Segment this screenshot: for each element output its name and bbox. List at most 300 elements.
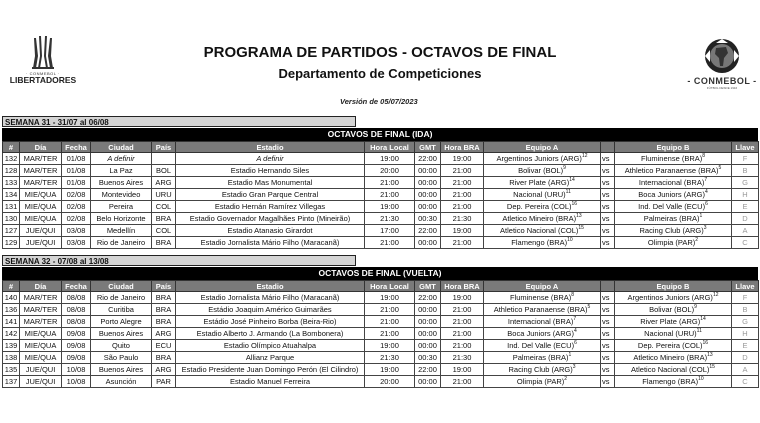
match-city: Asunción (91, 376, 152, 388)
team-a-name: Internacional (BRA) (507, 317, 574, 326)
col-header-llave: Llave (732, 281, 759, 292)
schedule-table-vuelta (2, 280, 759, 388)
phase-vuelta-header: OCTAVOS DE FINAL (VUELTA) (2, 267, 758, 280)
match-date: 08/08 (62, 316, 91, 328)
match-key: F (732, 292, 759, 304)
match-gmt-time: 00:00 (415, 201, 441, 213)
team-a-seed: 5 (587, 304, 591, 310)
week-32-header: SEMANA 32 - 07/08 al 13/08 (2, 255, 356, 266)
match-country: BRA (152, 304, 176, 316)
match-bra-time: 19:00 (441, 225, 484, 237)
team-b (615, 225, 732, 237)
vs-label: vs (601, 225, 615, 237)
vs-label: vs (601, 328, 615, 340)
vs-label: vs (601, 237, 615, 249)
team-a-seed: 2 (564, 376, 568, 382)
match-stadium: Estadio Jornalista Mário Filho (Maracanã) (176, 292, 365, 304)
vs-label: vs (601, 364, 615, 376)
team-a-name: Palmeiras (BRA) (512, 353, 569, 362)
match-day: MIE/QUA (20, 340, 62, 352)
team-b-name: Fluminense (BRA) (640, 154, 703, 163)
match-stadium: Estadio Manuel Ferreira (176, 376, 365, 388)
match-city: Rio de Janeiro (91, 237, 152, 249)
team-b-seed: 2 (695, 237, 699, 243)
match-date: 02/08 (62, 189, 91, 201)
col-header-llave: Llave (732, 142, 759, 153)
match-city: Rio de Janeiro (91, 292, 152, 304)
match-country: BRA (152, 292, 176, 304)
match-number: 130 (3, 213, 20, 225)
match-number: 133 (3, 177, 20, 189)
vs-label: vs (601, 376, 615, 388)
team-a (484, 189, 601, 201)
team-b (615, 340, 732, 352)
match-gmt-time: 00:30 (415, 213, 441, 225)
col-header-estadio: Estadio (176, 281, 365, 292)
team-b-name: Nacional (URU) (644, 329, 697, 338)
match-country: ARG (152, 328, 176, 340)
match-day: MAR/TER (20, 304, 62, 316)
team-a-name: Atletico Nacional (COL) (500, 226, 579, 235)
match-key: G (732, 316, 759, 328)
match-key: C (732, 237, 759, 249)
match-date: 09/08 (62, 328, 91, 340)
team-a (484, 165, 601, 177)
match-date: 01/08 (62, 165, 91, 177)
match-local-time: 21:00 (365, 237, 415, 249)
match-number: 135 (3, 364, 20, 376)
team-a (484, 376, 601, 388)
team-a (484, 225, 601, 237)
match-number: 142 (3, 328, 20, 340)
match-stadium: Estadio Hernando Siles (176, 165, 365, 177)
team-a-name: Olimpia (PAR) (516, 377, 565, 386)
match-stadium: Estadio Presidente Juan Domingo Perón (El Cilindro) (176, 364, 365, 376)
match-bra-time: 19:00 (441, 292, 484, 304)
match-bra-time: 21:00 (441, 376, 484, 388)
team-a-name: Dep. Pereira (COL) (506, 202, 572, 211)
match-day: JUE/QUI (20, 376, 62, 388)
match-local-time: 21:30 (365, 352, 415, 364)
team-b-seed: 1 (699, 213, 703, 219)
match-city: Buenos Aires (91, 328, 152, 340)
team-a-seed: 16 (571, 201, 578, 207)
match-country: COL (152, 225, 176, 237)
team-a-seed: 11 (565, 189, 571, 195)
table-header-row (3, 142, 759, 153)
team-a-name: Bolivar (BOL) (518, 166, 564, 175)
team-b-name: Palmeiras (BRA) (643, 214, 700, 223)
col-header-fecha: Fecha (62, 142, 91, 153)
team-b (615, 328, 732, 340)
match-number: 138 (3, 352, 20, 364)
team-b-seed: 16 (702, 340, 709, 346)
team-a (484, 340, 601, 352)
col-header-ciudad: Ciudad (91, 281, 152, 292)
match-bra-time: 21:30 (441, 213, 484, 225)
team-b-seed: 8 (702, 153, 706, 159)
vs-label: vs (601, 304, 615, 316)
match-country: ECU (152, 340, 176, 352)
team-b-name: Ind. Del Valle (ECU) (638, 202, 706, 211)
match-stadium: Allianz Parque (176, 352, 365, 364)
team-b-name: Racing Club (ARG) (639, 226, 704, 235)
match-day: MAR/TER (20, 165, 62, 177)
vs-label: vs (601, 213, 615, 225)
match-city: Buenos Aires (91, 177, 152, 189)
team-a-name: Racing Club (ARG) (508, 365, 573, 374)
team-b-name: Atletico Mineiro (BRA) (633, 353, 708, 362)
match-row (3, 165, 759, 177)
match-gmt-time: 00:00 (415, 316, 441, 328)
match-bra-time: 21:00 (441, 165, 484, 177)
col-header-estadio: Estadio (176, 142, 365, 153)
col-header-vs (601, 281, 615, 292)
team-a-seed: 12 (581, 153, 588, 159)
col-header-hora-local: Hora Local (365, 281, 415, 292)
team-b-name: Athletico Paranaense (BRA) (624, 166, 719, 175)
match-local-time: 19:00 (365, 201, 415, 213)
match-day: MIE/QUA (20, 352, 62, 364)
match-city: Pereira (91, 201, 152, 213)
match-local-time: 19:00 (365, 292, 415, 304)
match-city: Quito (91, 340, 152, 352)
team-a-name: Flamengo (BRA) (511, 238, 568, 247)
team-b-name: Internacional (BRA) (638, 178, 705, 187)
match-number: 140 (3, 292, 20, 304)
match-country: URU (152, 189, 176, 201)
match-key: D (732, 352, 759, 364)
team-a-seed: 8 (571, 292, 575, 298)
match-local-time: 21:00 (365, 328, 415, 340)
page-title: PROGRAMA DE PARTIDOS - OCTAVOS DE FINAL (203, 44, 557, 61)
match-date: 08/08 (62, 292, 91, 304)
week-31-header: SEMANA 31 - 31/07 al 06/08 (2, 116, 356, 127)
team-a-name: Argentinos Juniors (ARG) (496, 154, 582, 163)
team-b (615, 177, 732, 189)
match-stadium: Estadio Jornalista Mário Filho (Maracanã) (176, 237, 365, 249)
match-local-time: 17:00 (365, 225, 415, 237)
match-number: 139 (3, 340, 20, 352)
col-header-pais: País (152, 281, 176, 292)
match-day: MAR/TER (20, 177, 62, 189)
match-bra-time: 21:00 (441, 177, 484, 189)
match-gmt-time: 00:00 (415, 165, 441, 177)
match-row (3, 304, 759, 316)
match-city: Porto Alegre (91, 316, 152, 328)
match-gmt-time: 00:00 (415, 189, 441, 201)
match-city: São Paulo (91, 352, 152, 364)
team-a (484, 328, 601, 340)
match-row (3, 376, 759, 388)
match-row (3, 189, 759, 201)
team-b (615, 213, 732, 225)
col-header-hora-local: Hora Local (365, 142, 415, 153)
match-bra-time: 21:00 (441, 201, 484, 213)
vs-label: vs (601, 177, 615, 189)
team-a (484, 213, 601, 225)
col-header-num: # (3, 281, 20, 292)
team-a-name: Ind. Del Valle (ECU) (507, 341, 575, 350)
team-a-seed: 4 (573, 328, 577, 334)
match-bra-time: 21:00 (441, 328, 484, 340)
match-row (3, 364, 759, 376)
match-stadium: Estádio Joaquim Américo Guimarães (176, 304, 365, 316)
team-b-seed: 10 (698, 376, 704, 382)
match-row (3, 237, 759, 249)
match-row (3, 328, 759, 340)
team-b (615, 237, 732, 249)
match-date: 01/08 (62, 153, 91, 165)
match-stadium: Estadio Olímpico Atuahalpa (176, 340, 365, 352)
match-key: H (732, 328, 759, 340)
conmebol-logo (684, 36, 760, 96)
match-stadium: A definir (176, 153, 365, 165)
team-b-name: River Plate (ARG) (640, 317, 701, 326)
match-date: 08/08 (62, 304, 91, 316)
match-country: BRA (152, 237, 176, 249)
logo-left-name: LIBERTADORES (9, 75, 77, 85)
match-country: ARG (152, 364, 176, 376)
col-header-gmt: GMT (415, 281, 441, 292)
col-header-fecha: Fecha (62, 281, 91, 292)
match-local-time: 19:00 (365, 153, 415, 165)
team-a (484, 292, 601, 304)
match-row (3, 153, 759, 165)
team-a-name: Boca Juniors (ARG) (507, 329, 574, 338)
team-a (484, 352, 601, 364)
team-a-name: River Plate (ARG) (509, 178, 570, 187)
match-day: MAR/TER (20, 316, 62, 328)
match-row (3, 225, 759, 237)
match-date: 09/08 (62, 352, 91, 364)
col-header-equipo-b: Equipo B (615, 281, 732, 292)
match-day: MIE/QUA (20, 213, 62, 225)
team-b-name: Argentinos Juniors (ARG) (627, 293, 713, 302)
logo-left-sub: · CONMEBOL · (26, 71, 60, 76)
match-key: C (732, 376, 759, 388)
col-header-gmt: GMT (415, 142, 441, 153)
team-a (484, 316, 601, 328)
version-label: Versión de 05/07/2023 (340, 97, 418, 106)
match-row (3, 352, 759, 364)
match-row (3, 316, 759, 328)
match-key: G (732, 177, 759, 189)
team-b (615, 292, 732, 304)
vs-label: vs (601, 340, 615, 352)
match-local-time: 21:30 (365, 213, 415, 225)
match-row (3, 340, 759, 352)
match-date: 02/08 (62, 201, 91, 213)
team-b-name: Bolivar (BOL) (649, 305, 695, 314)
match-number: 131 (3, 201, 20, 213)
team-a-seed: 15 (578, 225, 584, 231)
match-stadium: Estadio Governador Magalhães Pinto (Mineirão) (176, 213, 365, 225)
logo-right-name: - CONMEBOL - (687, 76, 757, 86)
col-header-equipo-b: Equipo B (615, 142, 732, 153)
match-number: 134 (3, 189, 20, 201)
match-city: A definir (91, 153, 152, 165)
logo-right-tag: FÚTBOL DESDE 1916 (706, 86, 738, 90)
team-b-seed: 3 (703, 225, 707, 231)
team-a (484, 153, 601, 165)
match-day: MIE/QUA (20, 201, 62, 213)
match-key: B (732, 165, 759, 177)
match-local-time: 20:00 (365, 165, 415, 177)
team-a (484, 364, 601, 376)
match-stadium: Estadio Mas Monumental (176, 177, 365, 189)
vs-label: vs (601, 292, 615, 304)
col-header-pais: País (152, 142, 176, 153)
team-a-seed: 1 (568, 352, 572, 358)
match-gmt-time: 22:00 (415, 292, 441, 304)
col-header-dia: Día (20, 142, 62, 153)
col-header-hora-bra: Hora BRA (441, 281, 484, 292)
match-city: Montevideo (91, 189, 152, 201)
match-key: E (732, 340, 759, 352)
col-header-dia: Día (20, 281, 62, 292)
team-b (615, 316, 732, 328)
match-number: 128 (3, 165, 20, 177)
match-key: F (732, 153, 759, 165)
match-day: MIE/QUA (20, 328, 62, 340)
team-a (484, 304, 601, 316)
team-b (615, 304, 732, 316)
match-key: B (732, 304, 759, 316)
match-stadium: Estadio Alberto J. Armando (La Bombonera) (176, 328, 365, 340)
team-a (484, 177, 601, 189)
match-country: PAR (152, 376, 176, 388)
phase-ida-header: OCTAVOS DE FINAL (IDA) (2, 128, 758, 141)
team-a (484, 237, 601, 249)
match-country: ARG (152, 177, 176, 189)
team-b (615, 201, 732, 213)
match-stadium: Estadio Gran Parque Central (176, 189, 365, 201)
col-header-equipo-a: Equipo A (484, 142, 601, 153)
match-number: 127 (3, 225, 20, 237)
page-subtitle: Departamento de Competiciones (278, 66, 482, 81)
match-key: D (732, 213, 759, 225)
vs-label: vs (601, 201, 615, 213)
match-key: H (732, 189, 759, 201)
match-day: JUE/QUI (20, 237, 62, 249)
match-city: Buenos Aires (91, 364, 152, 376)
match-gmt-time: 00:00 (415, 376, 441, 388)
team-b-name: Flamengo (BRA) (642, 377, 699, 386)
team-a-seed: 9 (563, 165, 566, 171)
team-b-name: Boca Juniors (ARG) (638, 190, 705, 199)
team-b (615, 153, 732, 165)
team-a-seed: 6 (574, 340, 577, 346)
team-b-seed: 4 (704, 189, 708, 195)
vs-label: vs (601, 153, 615, 165)
match-day: MAR/TER (20, 292, 62, 304)
team-a-name: Atletico Mineiro (BRA) (502, 214, 577, 223)
team-b-seed: 12 (712, 292, 719, 298)
team-b-seed: 5 (718, 165, 722, 171)
match-bra-time: 21:30 (441, 352, 484, 364)
team-b-seed: 9 (694, 304, 697, 310)
match-key: A (732, 364, 759, 376)
match-bra-time: 21:00 (441, 237, 484, 249)
team-a-name: Nacional (URU) (513, 190, 566, 199)
match-local-time: 21:00 (365, 304, 415, 316)
team-b-name: Olimpia (PAR) (647, 238, 696, 247)
match-gmt-time: 00:00 (415, 177, 441, 189)
col-header-num: # (3, 142, 20, 153)
match-gmt-time: 00:00 (415, 340, 441, 352)
match-stadium: Estadio Atanasio Girardot (176, 225, 365, 237)
team-b-name: Atletico Nacional (COL) (631, 365, 710, 374)
vs-label: vs (601, 316, 615, 328)
team-b (615, 189, 732, 201)
match-bra-time: 19:00 (441, 153, 484, 165)
match-date: 10/08 (62, 364, 91, 376)
match-gmt-time: 00:00 (415, 237, 441, 249)
match-row (3, 177, 759, 189)
match-date: 09/08 (62, 340, 91, 352)
team-b-seed: 15 (709, 364, 715, 370)
col-header-ciudad: Ciudad (91, 142, 152, 153)
match-city: Medellín (91, 225, 152, 237)
match-date: 10/08 (62, 376, 91, 388)
team-b (615, 352, 732, 364)
col-header-hora-bra: Hora BRA (441, 142, 484, 153)
match-number: 132 (3, 153, 20, 165)
match-bra-time: 19:00 (441, 364, 484, 376)
team-a-seed: 14 (569, 177, 575, 183)
vs-label: vs (601, 165, 615, 177)
team-b (615, 364, 732, 376)
match-number: 136 (3, 304, 20, 316)
match-day: JUE/QUI (20, 225, 62, 237)
team-a (484, 201, 601, 213)
team-b-seed: 6 (705, 201, 708, 207)
match-date: 01/08 (62, 177, 91, 189)
team-a-name: Fluminense (BRA) (509, 293, 572, 302)
team-b-seed: 13 (707, 352, 713, 358)
team-b (615, 165, 732, 177)
match-gmt-time: 22:00 (415, 364, 441, 376)
match-city: Curitiba (91, 304, 152, 316)
team-b-seed: 14 (700, 316, 706, 322)
match-country: BRA (152, 213, 176, 225)
team-b-seed: 11 (696, 328, 702, 334)
match-city: La Paz (91, 165, 152, 177)
match-local-time: 19:00 (365, 364, 415, 376)
match-row (3, 292, 759, 304)
match-key: E (732, 201, 759, 213)
match-day: MIE/QUA (20, 189, 62, 201)
match-bra-time: 21:00 (441, 189, 484, 201)
match-local-time: 21:00 (365, 189, 415, 201)
match-local-time: 20:00 (365, 376, 415, 388)
match-bra-time: 21:00 (441, 304, 484, 316)
match-country: BOL (152, 165, 176, 177)
match-row (3, 201, 759, 213)
match-number: 141 (3, 316, 20, 328)
team-a-name: Athletico Paranaense (BRA) (493, 305, 588, 314)
team-a-seed: 3 (572, 364, 576, 370)
team-b-name: Dep. Pereira (COL) (637, 341, 703, 350)
match-country (152, 153, 176, 165)
match-local-time: 21:00 (365, 316, 415, 328)
match-number: 137 (3, 376, 20, 388)
match-local-time: 21:00 (365, 177, 415, 189)
team-a-seed: 13 (576, 213, 582, 219)
schedule-table-ida (2, 141, 759, 249)
team-a-seed: 7 (573, 316, 577, 322)
